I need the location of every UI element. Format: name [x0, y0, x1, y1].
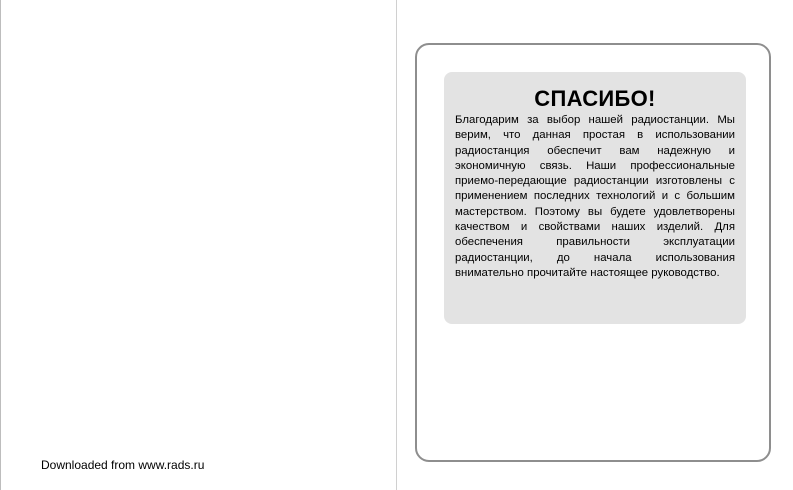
panel-title: СПАСИБО! [534, 86, 656, 111]
thank-you-panel [444, 72, 746, 324]
left-page-edge [0, 0, 1, 490]
download-source-note: Downloaded from www.rads.ru [41, 458, 205, 472]
panel-body-text: Благодарим за выбор нашей радиостанции. Мы верим, что данная простая в использовании радиостанция обеспечит вам надежную и экономичную связь. Наши профессиональные приемо-передающие радиостанции изготовлены с применением последних технологий и с большим мастерством. Поэтому вы будете удовлетворены качеством и свойствами наших изделий. Для обеспечения правильности эксплуатации радиостанции, до начала использования внимательно прочитайте настоящее руководство. [455, 114, 735, 279]
page-divider [396, 0, 397, 490]
